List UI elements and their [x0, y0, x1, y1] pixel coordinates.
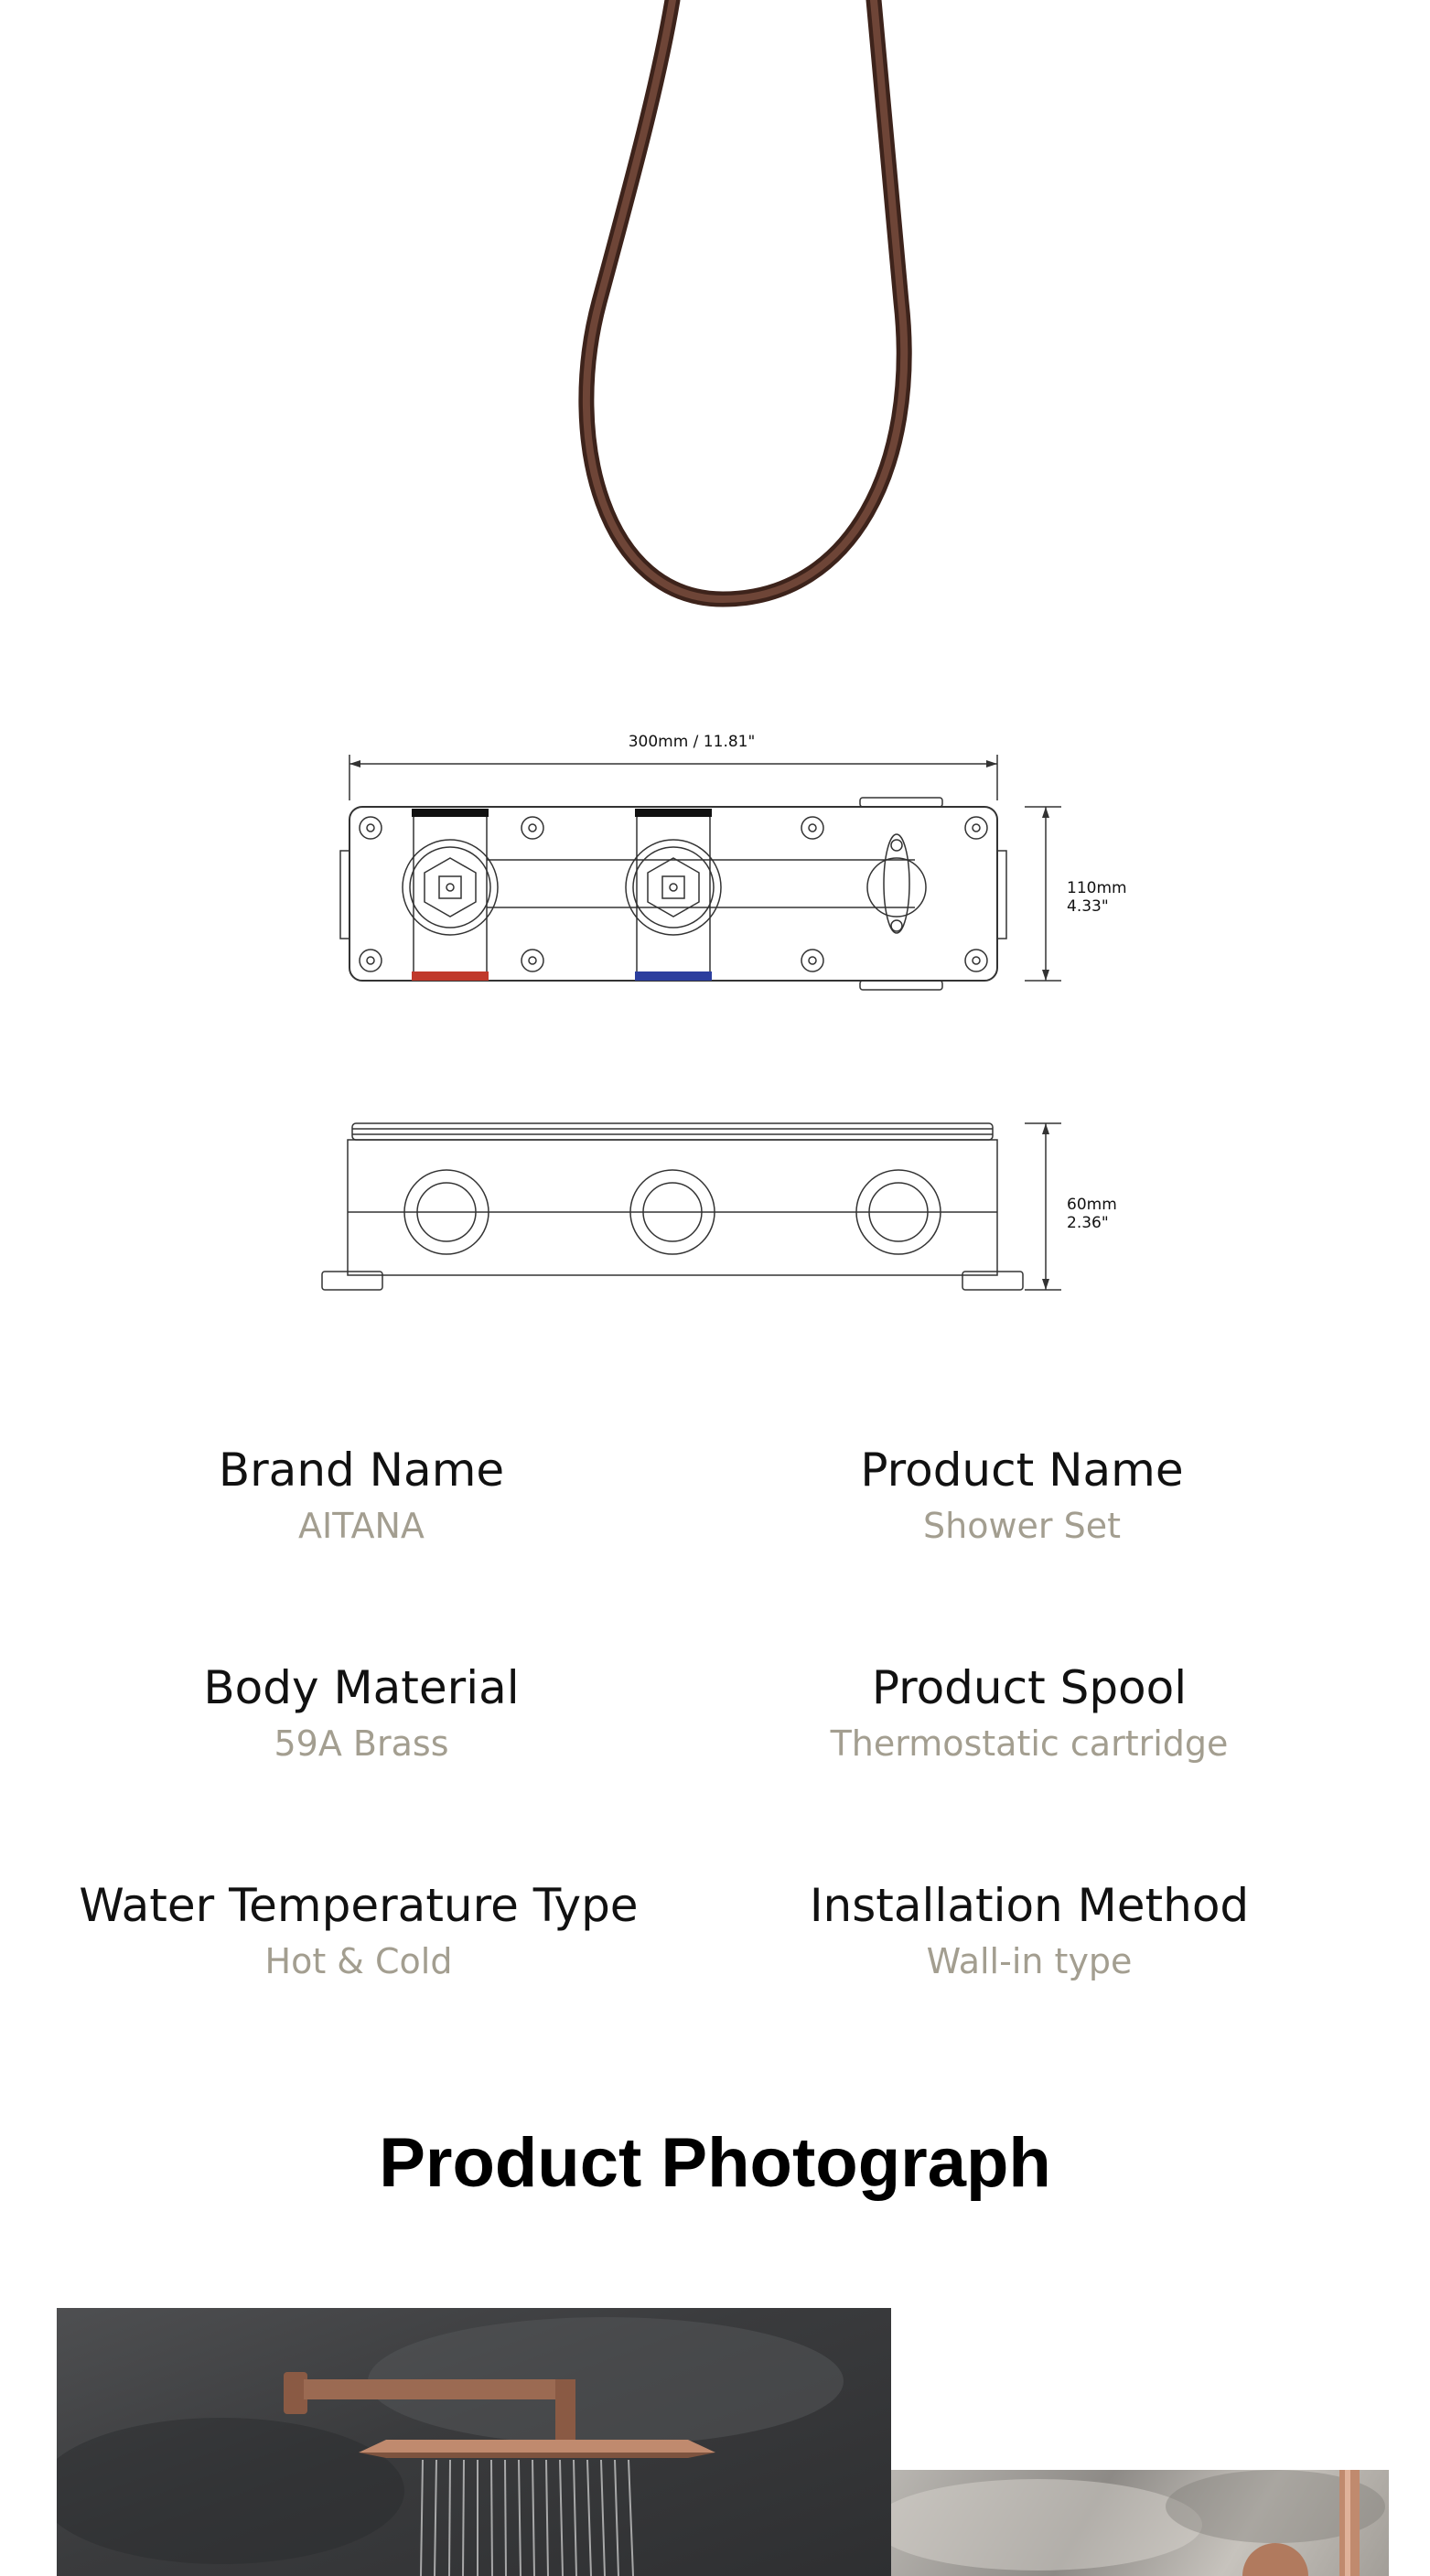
valve-box-top-view-drawing — [274, 714, 1153, 1006]
spec-label: Product Spool — [871, 1661, 1188, 1714]
spec-product-spool — [700, 1660, 1359, 1765]
spec-body-material — [32, 1660, 691, 1765]
spec-value: Wall-in type — [926, 1941, 1133, 1981]
product-photo-shower-column — [891, 2470, 1389, 2576]
spec-label: Product Name — [860, 1444, 1184, 1497]
spec-value: Hot & Cold — [264, 1941, 453, 1981]
spec-water-temperature-type — [29, 1878, 688, 1982]
depth-dimension-mm-label: 60mm — [1067, 1196, 1117, 1214]
spec-label: Body Material — [203, 1661, 520, 1714]
cold-inlet-marker — [635, 971, 712, 981]
height-dimension-mm-label: 110mm — [1067, 879, 1127, 897]
spec-value: Thermostatic cartridge — [830, 1723, 1229, 1764]
shower-hose-image — [0, 0, 1430, 640]
spec-label: Installation Method — [809, 1879, 1250, 1932]
product-photo-rain-shower — [57, 2308, 891, 2576]
valve-box-side-view-drawing — [274, 1107, 1153, 1308]
spec-product-name — [693, 1443, 1351, 1547]
spec-value: 59A Brass — [274, 1723, 449, 1764]
spec-installation-method — [700, 1878, 1359, 1982]
spec-value: AITANA — [298, 1506, 425, 1546]
spec-label: Brand Name — [218, 1444, 505, 1497]
hot-inlet-marker — [412, 971, 489, 981]
product-photograph-heading: Product Photograph — [379, 2124, 1051, 2202]
spec-value: Shower Set — [922, 1506, 1121, 1546]
height-dimension-in-label: 4.33" — [1067, 897, 1109, 916]
width-dimension-label: 300mm / 11.81" — [628, 733, 756, 751]
depth-dimension-in-label: 2.36" — [1067, 1214, 1109, 1232]
spec-label: Water Temperature Type — [79, 1879, 639, 1932]
spec-brand-name — [32, 1443, 691, 1547]
